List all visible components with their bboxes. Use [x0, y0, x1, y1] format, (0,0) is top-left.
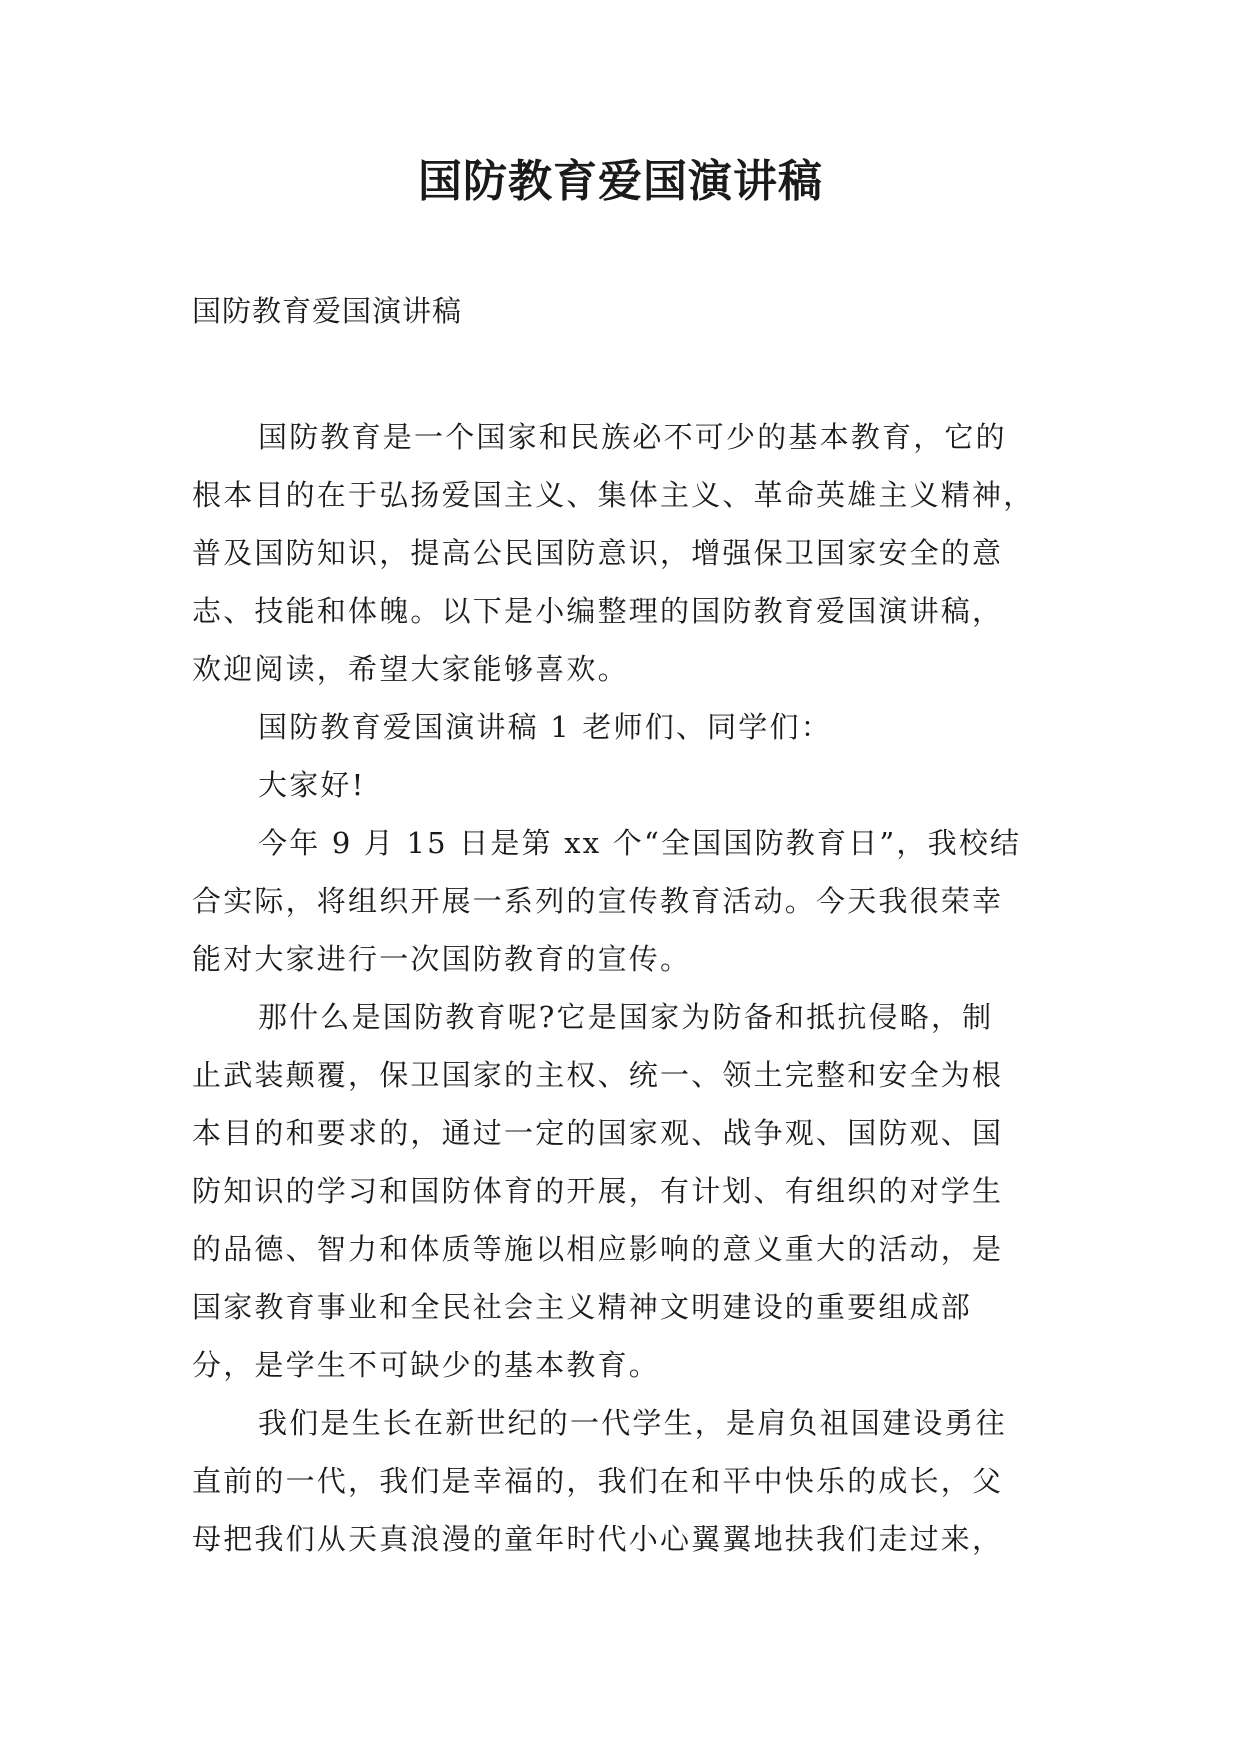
text-line: 志、技能和体魄。以下是小编整理的国防教育爱国演讲稿， — [192, 594, 1004, 628]
text-line: 国家教育事业和全民社会主义精神文明建设的重要组成部 — [192, 1290, 973, 1324]
text-line: 今年 9 月 15 日是第 xx 个“全国国防教育日”，我校结 — [258, 826, 1022, 860]
text-line: 普及国防知识，提高公民国防意识，增强保卫国家安全的意 — [192, 536, 1004, 570]
text-line: 止武装颠覆，保卫国家的主权、统一、领土完整和安全为根 — [192, 1058, 1004, 1092]
text-line: 直前的一代，我们是幸福的，我们在和平中快乐的成长，父 — [192, 1464, 1004, 1498]
document-title: 国防教育爱国演讲稿 — [418, 156, 823, 207]
text-line: 本目的和要求的，通过一定的国家观、战争观、国防观、国 — [192, 1116, 1004, 1150]
text-line: 合实际，将组织开展一系列的宣传教育活动。今天我很荣幸 — [192, 884, 1004, 918]
text-line: 母把我们从天真浪漫的童年时代小心翼翼地扶我们走过来， — [192, 1522, 1004, 1556]
document-subtitle: 国防教育爱国演讲稿 — [192, 294, 463, 328]
text-line: 欢迎阅读，希望大家能够喜欢。 — [192, 652, 629, 686]
text-line: 的品德、智力和体质等施以相应影响的意义重大的活动，是 — [192, 1232, 1004, 1266]
text-line: 那什么是国防教育呢?它是国家为防备和抵抗侵略，制 — [258, 1000, 994, 1034]
text-line: 分，是学生不可缺少的基本教育。 — [192, 1348, 661, 1382]
text-line: 国防教育是一个国家和民族必不可少的基本教育，它的 — [258, 420, 1007, 454]
text-line: 大家好! — [258, 768, 366, 802]
text-line: 能对大家进行一次国防教育的宣传。 — [192, 942, 692, 976]
text-line: 根本目的在于弘扬爱国主义、集体主义、革命英雄主义精神， — [192, 478, 1035, 512]
text-line: 我们是生长在新世纪的一代学生，是肩负祖国建设勇往 — [258, 1406, 1007, 1440]
text-line: 国防教育爱国演讲稿 1 老师们、同学们： — [258, 710, 832, 744]
text-line: 防知识的学习和国防体育的开展，有计划、有组织的对学生 — [192, 1174, 1004, 1208]
document-body — [192, 408, 1062, 1568]
